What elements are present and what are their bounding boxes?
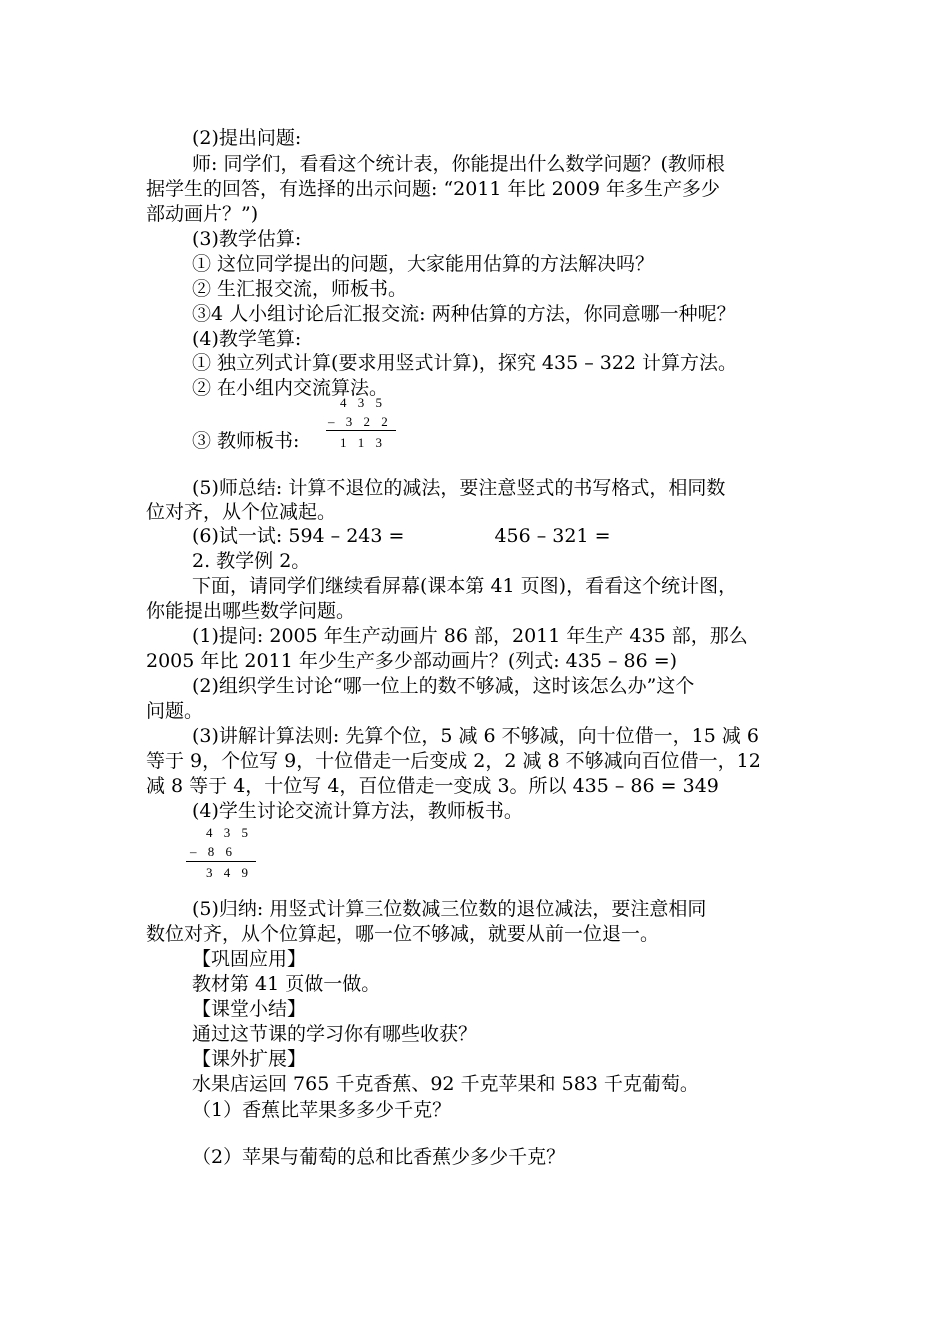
calc2-rule — [186, 861, 256, 862]
text-line: 部动画片？”) — [146, 203, 259, 225]
text-line: ① 独立列式计算(要求用竖式计算)，探究 435 – 322 计算方法。 — [192, 352, 738, 374]
text-line: (2)提出问题: — [192, 127, 302, 149]
section-heading: 【巩固应用】 — [192, 948, 307, 970]
section-heading: 【课堂小结】 — [192, 998, 307, 1020]
text-line: (3)教学估算: — [192, 228, 302, 250]
text-line: 位对齐，从个位减起。 — [146, 501, 337, 523]
text-line: 等于 9，个位写 9，十位借走一后变成 2，2 减 8 不够减向百位借一，12 — [146, 750, 761, 772]
text-line: ③ 教师板书: — [192, 430, 300, 452]
text-line — [192, 524, 611, 548]
text-line: (5)师总结: 计算不退位的减法，要注意竖式的书写格式，相同数 — [192, 477, 726, 499]
text-line: 你能提出哪些数学问题。 — [146, 600, 356, 622]
text-line: 师: 同学们，看看这个统计表，你能提出什么数学问题？(教师根 — [192, 153, 725, 175]
text-line: (4)教学笔算: — [192, 328, 302, 350]
text-line: 2005 年比 2011 年少生产多少部动画片？(列式: 435 – 86 =) — [146, 650, 678, 672]
text-line: 水果店运回 765 千克香蕉、92 千克苹果和 583 千克葡萄。 — [192, 1073, 699, 1095]
text-line: 通过这节课的学习你有哪些收获？ — [192, 1023, 478, 1045]
calc1-result: 1 1 3 — [340, 435, 386, 450]
text-line: 问题。 — [146, 700, 204, 722]
text-line: 下面，请同学们继续看屏幕(课本第 41 页图)，看看这个统计图， — [192, 575, 738, 597]
text-line: (4)学生讨论交流计算方法，教师板书。 — [192, 800, 523, 822]
text-line: ③4 人小组讨论后汇报交流: 两种估算的方法，你同意哪一种呢？ — [192, 303, 736, 325]
text-line: 教材第 41 页做一做。 — [192, 973, 381, 995]
text-line: 据学生的回答，有选择的出示问题: “2011 年比 2009 年多生产多少 — [146, 178, 720, 200]
text-line: ② 在小组内交流算法。 — [192, 377, 389, 399]
calc2-sub: – 8 6 — [190, 844, 236, 859]
text-line: (3)讲解计算法则: 先算个位，5 减 6 不够减，向十位借一，15 减 6 — [192, 725, 759, 747]
text-line: （2）苹果与葡萄的总和比香蕉少多少千克？ — [192, 1146, 566, 1168]
text-line: 2. 教学例 2。 — [192, 550, 311, 572]
calc1-rule — [326, 430, 396, 431]
text-line: ② 生汇报交流，师板书。 — [192, 278, 408, 300]
calc1-top: 4 3 5 — [340, 395, 386, 410]
text-line: 减 8 等于 4，十位写 4，百位借走一变成 3。所以 435 – 86 = 349 — [146, 775, 719, 797]
text-line: （1）香蕉比苹果多多少千克？ — [192, 1099, 452, 1121]
text-line: (5)归纳: 用竖式计算三位数减三位数的退位减法，要注意相同 — [192, 898, 707, 920]
text-line: ① 这位同学提出的问题，大家能用估算的方法解决吗？ — [192, 253, 655, 275]
text-line: (1)提问: 2005 年生产动画片 86 部，2011 年生产 435 部，那么 — [192, 625, 748, 647]
text-line: 数位对齐，从个位算起，哪一位不够减，就要从前一位退一。 — [146, 923, 660, 945]
try-expression-1: (6)试一试: 594 – 243 = — [192, 525, 405, 547]
section-heading: 【课外扩展】 — [192, 1048, 307, 1070]
try-expression-2: 456 – 321 = — [494, 525, 611, 547]
calc1-sub: – 3 2 2 — [328, 414, 392, 429]
text-line: (2)组织学生讨论“哪一位上的数不够减，这时该怎么办”这个 — [192, 675, 695, 697]
calc2-result: 3 4 9 — [206, 865, 252, 880]
calc2-top: 4 3 5 — [206, 825, 252, 840]
